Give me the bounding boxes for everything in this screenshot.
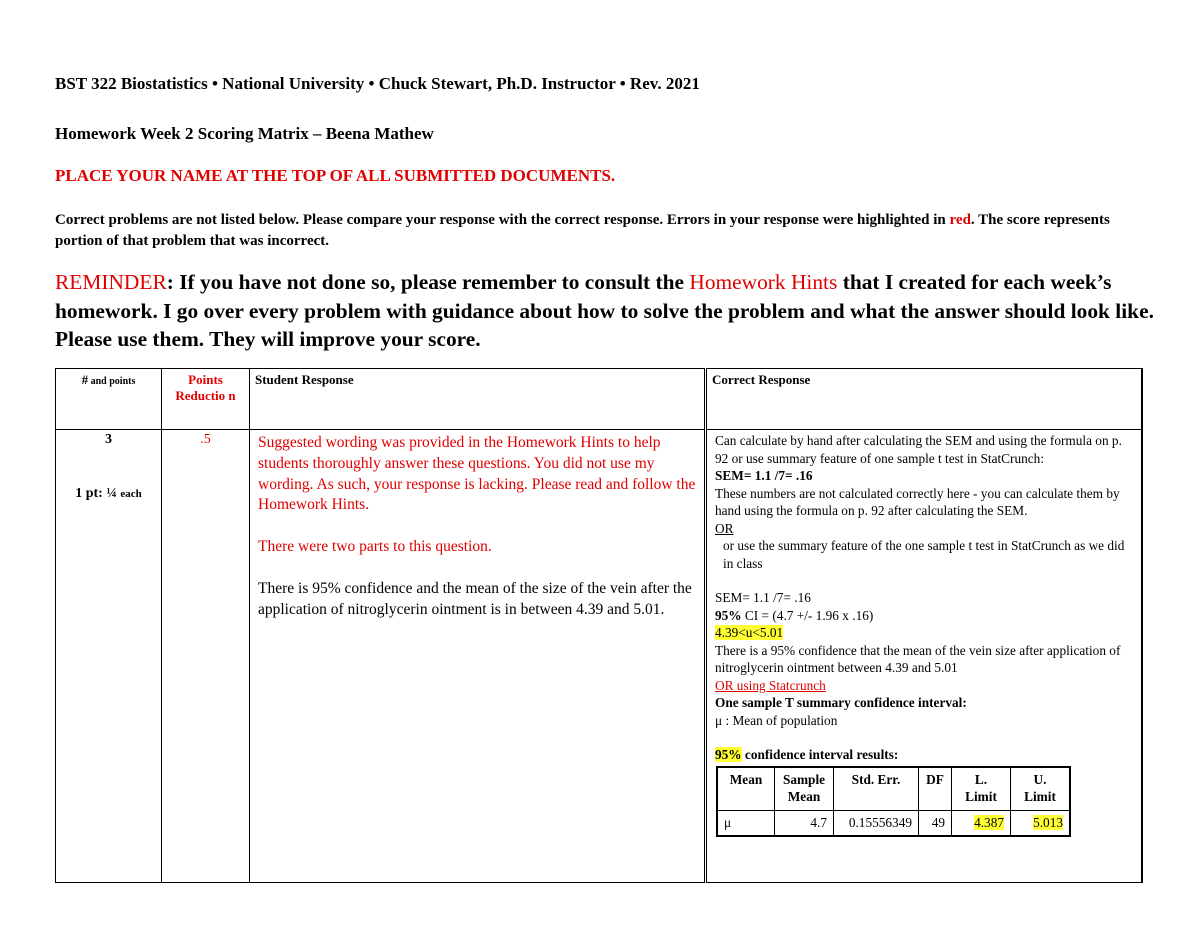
ci-calc: 95% CI = (4.7 +/- 1.96 x .16) [715,607,874,623]
stat-header-df: DF [919,767,952,811]
sem-calc: SEM= 1.1 /7= .16 [715,590,811,605]
stat-sample-mean: 4.7 [775,810,834,836]
problem-points: 1 pt: ¼ each [75,486,142,501]
scoring-table [55,368,1143,883]
sem-bold: SEM= 1.1 /7= .16 [715,468,813,483]
stat-mu: μ [717,810,775,836]
stat-data-row [717,810,1070,836]
note-text-end: . The score represents portion of that problem that was incorrect. [55,212,1110,249]
stat-l-limit: 4.387 [952,810,1011,836]
header-number: # and points [56,369,162,430]
header-correct-response: Correct Response [706,369,1142,430]
header-points-reduction: Points Reductio n [162,369,250,430]
stat-header-l-limit: L. Limit [952,767,1011,811]
summary-feature: or use the summary feature of the one sample t test in StatCrunch as we did in class [723,538,1125,571]
stat-u-limit: 5.013 [1011,810,1071,836]
stat-header-sample-mean: Sample Mean [775,767,834,811]
reminder-paragraph [55,268,1155,354]
points-reduction: .5 [162,430,250,883]
note-text: Correct problems are not listed below. Please compare your response with the correct response. Errors in your response were highlighted in [55,212,950,228]
stat-header-mean: Mean [717,767,775,811]
correct-intro: Can calculate by hand after calculating the SEM and using the formula on p. 92 or use summary feature of one sample t test in StatCrunch: [715,433,1122,466]
scoring-note [55,210,1145,252]
stat-df: 49 [919,810,952,836]
homework-hints-link[interactable]: Homework Hints [689,270,838,294]
reminder-text: : If you have not done so, please remember to consult the [166,270,690,294]
not-correct-note: These numbers are not calculated correctly here - you can calculate them by hand using the formula on p. 92 after calculating the SEM. [715,485,1120,518]
stat-std-err: 0.15556349 [834,810,919,836]
stat-header-row [717,767,1070,811]
results-title: 95% confidence interval results: [715,747,899,762]
stat-header-std-err: Std. Err. [834,767,919,811]
reminder-label: REMINDER [55,270,167,294]
homework-title: Homework Week 2 Scoring Matrix – Beena Mathew [55,124,434,143]
statcrunch-results-table [716,766,1071,837]
or-label: OR [715,520,734,536]
student-answer: There is 95% confidence and the mean of the size of the vein after the application of nitroglycerin ointment is in between 4.39 and 5.01. [258,579,692,618]
correct-response [706,430,1142,883]
table-header-row [56,369,1142,430]
course-header: BST 322 Biostatistics • National University • Chuck Stewart, Ph.D. Instructor • Rev. 2021 [55,74,700,93]
stat-header-u-limit: U. Limit [1011,767,1071,811]
header-student-response: Student Response [250,369,706,430]
interval-line [715,624,1133,642]
reminder-text-end: that I created for each week’s homework. I go over every problem with guidance about how to solve the problem and what the answer should look like. Please use them. They will improve your score. [55,270,1154,352]
problem-number-cell [56,430,162,883]
feedback-two-parts: There were two parts to this question. [258,538,492,556]
conclusion: There is a 95% confidence that the mean of the vein size after application of nitroglycerin ointment between 4.39 and 5.01 [715,642,1121,675]
name-warning: PLACE YOUR NAME AT THE TOP OF ALL SUBMITTED DOCUMENTS. [55,166,616,185]
note-red-word: red [949,212,971,228]
test-title: One sample T summary confidence interval: [715,695,967,710]
or-statcrunch: OR using Statcrunch [715,677,826,693]
feedback-wording: Suggested wording was provided in the Homework Hints to help students thoroughly answer these questions. You did not use my wording. As such, your response is lacking. Please read and follow the Homework Hints. [258,434,696,514]
problem-number: 3 [105,432,112,447]
interval-highlight: 4.39<u<5.01 [715,625,784,640]
student-response [250,430,706,883]
mu-definition: μ : Mean of population [715,712,838,728]
table-row [56,430,1142,883]
